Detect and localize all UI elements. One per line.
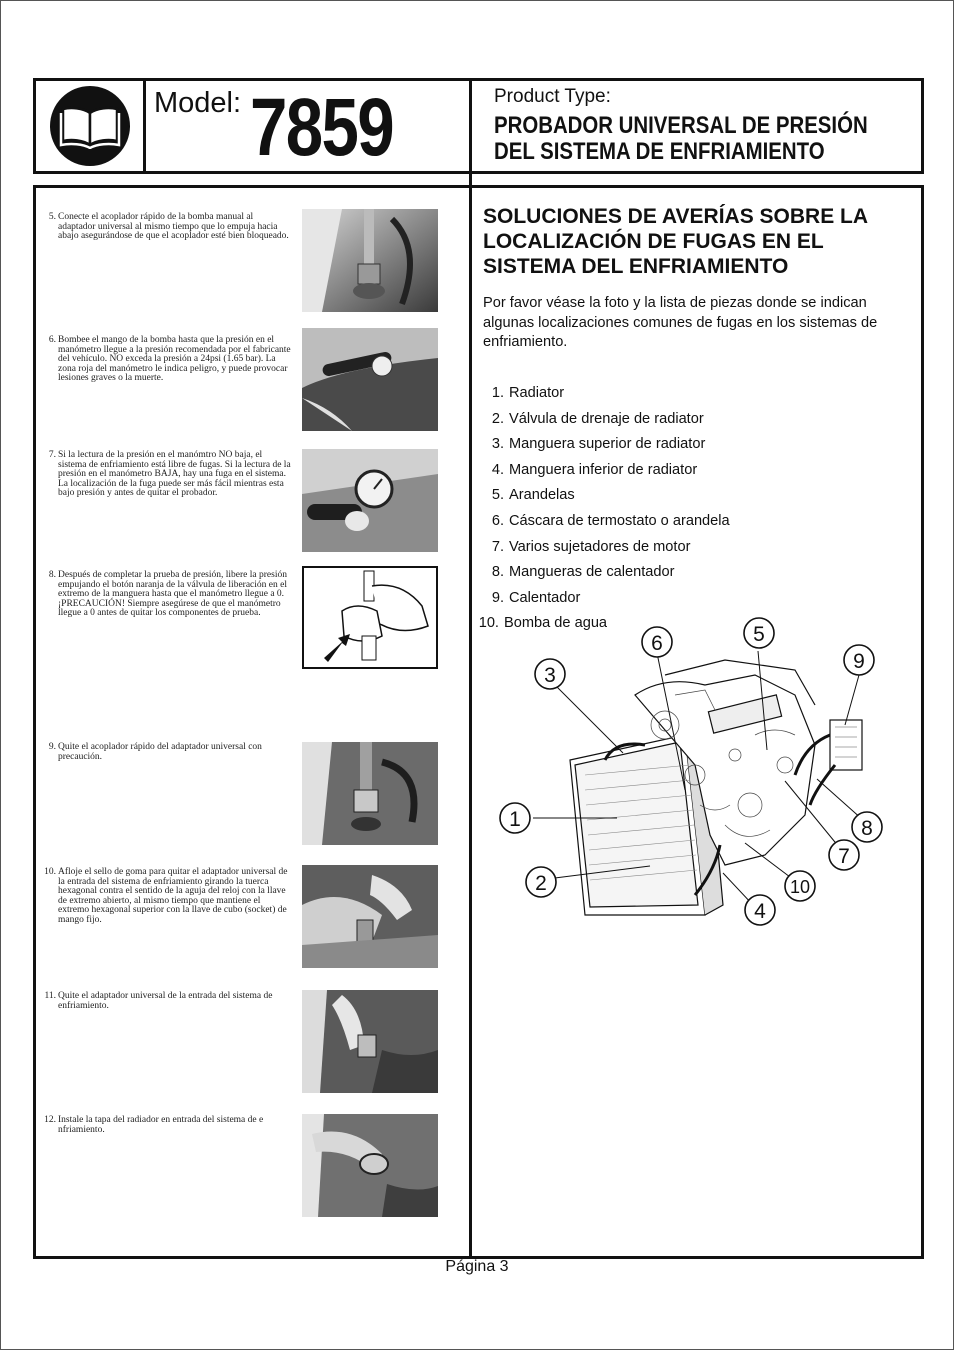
list-item [483,561,730,587]
part-name: Manguera superior de radiator [509,436,706,453]
step-text: Si la lectura de la presión en el manómtro NO baja, el sistema de enfriamiento está libre de fugas. Si la lectura de la presión en el manómetro BAJA, hay una fuga en el sistema. La localización de la fuga puede ser más fácil mientras esta bajo presión y antes de quitar el probador. [58,450,291,499]
part-number: 5. [491,487,504,504]
illustration-step-8 [302,566,438,669]
callout-6 [642,627,672,657]
part-name: Cáscara de termostato o arandela [509,512,730,529]
list-item [483,382,730,408]
step-9 [42,743,292,762]
list-item [483,459,730,485]
callout-8 [852,812,882,842]
part-number: 1. [491,385,504,401]
step-12 [42,1116,292,1135]
callout-3 [535,659,565,689]
callout-10 [785,871,815,901]
part-number: 9. [491,589,504,606]
step-number: 9. [48,742,56,752]
step-text: Quite el adaptador universal de la entrada del sistema de enfriamiento. [58,991,273,1011]
list-item [483,536,730,562]
callout-4 [745,895,775,925]
part-name: Varios sujetadores de motor [509,538,691,555]
svg-text:6: 6 [651,632,663,655]
step-10 [42,868,292,926]
svg-text:3: 3 [544,664,556,687]
part-name: Radiator [509,385,565,401]
model-cell [146,81,472,171]
step-text: Afloje el sello de goma para quitar el adaptador universal de la entrada del sistema de enfriamiento girando la tuerca hexagonal contra el sentido de la aguja del reloj con la llave de extremo abierto, al mismo tiempo que mantiene el extremo hexagonal superior con la llave de cubo (socket) de mango fijo. [58,867,288,925]
step-text: Después de completar la prueba de presión, libere la presión empujando el botón naranja de la válvula de liberación en el extremo de la manguera hasta que el manómetro llegue a 0. ¡PRECAUCIÓN! Siempre asegúrese de que el manómetro llegue a 0 antes de quitar los componentes de prueba. [58,570,287,619]
step-number: 11. [44,991,56,1001]
svg-text:5: 5 [753,623,765,646]
svg-text:1: 1 [509,808,521,831]
photo-step-9 [302,742,438,845]
callout-2 [526,867,556,897]
step-5 [42,213,292,242]
product-title: PROBADOR UNIVERSAL DE PRESIÓN DEL SISTEMA DE ENFRIAMIENTO [494,112,868,165]
engine-cooling-diagram [495,615,895,930]
callout-7 [829,840,859,870]
callout-9 [844,645,874,675]
step-text: Bombee el mango de la bomba hasta que la presión en el manómetro llegue a la presión recomendada por el fabricante del vehículo. NO exceda la presión a 24psi (1.65 bar). La zona roja del manómetro le indica peligro, y puede provocar lesiones graves o la muerte. [58,335,291,384]
part-name: Bomba de agua [504,615,608,632]
svg-text:2: 2 [535,872,547,895]
step-number: 12. [44,1115,56,1125]
part-number: 2. [491,410,504,427]
part-number: 6. [491,512,504,529]
photo-step-12 [302,1114,438,1217]
step-11 [42,992,292,1011]
open-book-icon [50,86,130,166]
part-number: 8. [491,564,504,581]
part-number: 10. [478,615,499,632]
model-number: 7859 [250,82,394,173]
step-8 [42,571,292,619]
header [33,78,924,174]
step-number: 10. [44,867,56,877]
product-type-label: Product Type: [494,86,611,107]
troubleshooting-intro: Por favor véase la foto y la lista de piezas donde se indican algunas localizaciones comunes de fugas en los sistemas de enfriamiento. [483,295,878,350]
callout-1 [500,803,530,833]
parts-list [478,382,730,638]
part-name: Mangueras de calentador [509,564,675,581]
troubleshooting-title: SOLUCIONES DE AVERÍAS SOBRE LA LOCALIZACIÓN DE FUGAS EN EL SISTEMA DEL ENFRIAMIENTO [483,205,868,278]
part-number: 3. [491,436,504,453]
svg-text:4: 4 [754,900,766,923]
step-text: Conecte el acoplador rápido de la bomba manual al adaptador universal al mismo tiempo que lo empuja hacia abajo asegurándose de que el acoplador esté bien bloqueado. [58,212,289,242]
step-text: Instale la tapa del radiador en entrada del sistema de e nfriamiento. [58,1115,264,1135]
part-name: Calentador [509,589,581,606]
svg-text:10: 10 [789,877,811,897]
part-name: Arandelas [509,487,575,504]
step-text: Quite el acoplador rápido del adaptador universal con precaución. [58,742,262,762]
manual-icon-cell [36,81,146,171]
photo-step-7 [302,449,438,552]
part-number: 4. [491,461,504,478]
list-item [483,587,730,613]
photo-step-11 [302,990,438,1093]
step-number: 8. [48,570,56,580]
step-number: 5. [48,212,56,222]
list-item [483,433,730,459]
step-6 [42,336,292,384]
step-number: 7. [48,450,56,460]
column-divider [469,172,472,1258]
product-type-cell [472,81,921,171]
list-item [483,408,730,434]
step-7 [42,451,292,499]
part-name: Manguera inferior de radiator [509,461,698,478]
photo-step-10 [302,865,438,968]
photo-step-6 [302,328,438,431]
model-label: Model: [154,87,242,119]
svg-text:8: 8 [861,817,873,840]
part-number: 7. [491,538,504,555]
part-name: Válvula de drenaje de radiator [509,410,704,427]
svg-text:9: 9 [853,650,865,673]
list-item [483,510,730,536]
svg-text:7: 7 [838,845,850,868]
callout-5 [744,618,774,648]
photo-step-5 [302,209,438,312]
list-item [483,484,730,510]
step-number: 6. [48,335,56,345]
page-number: Página 3 [445,1258,509,1275]
